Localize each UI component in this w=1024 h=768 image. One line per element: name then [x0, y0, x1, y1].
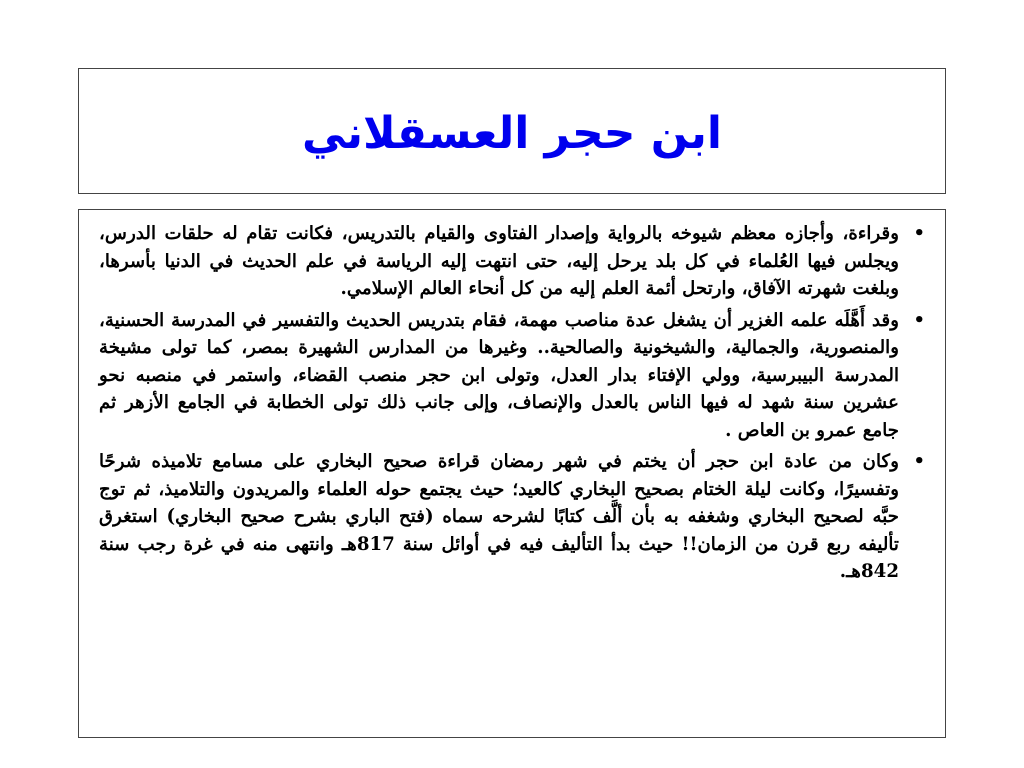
bullet-item-2: [99, 307, 929, 445]
bullet-text-1: وقراءة، وأجازه معظم شيوخه بالرواية وإصدار الفتاوى والقيام بالتدريس، فكانت تقام له حلقات الدرس، ويجلس فيها العُلماء في كل بلد يرحل إليه، حتى انتهت إليه الرياسة في علم الحديث في الدنيا بأسرها، وبلغت شهرته الآفاق، وارتحل أئمة العلم إليه من كل أنحاء العالم الإسلامي.: [99, 223, 899, 299]
bullet-text-2: وقد أَهَّلَه علمه الغزير أن يشغل عدة مناصب مهمة، فقام بتدريس الحديث والتفسير في المدرسة الحسنية، والمنصورية، والجمالية، والشيخونية والصالحية.. وغيرها من المدارس الشهيرة بمصر، كما تولى مشيخة المدرسة البيبرسية، وولي الإفتاء بدار العدل، وتولى ابن حجر منصب القضاء، واستمر في منصبه نحو عشرين سنة شهد له فيها الناس بالعدل والإنصاف، وإلى جانب ذلك تولى الخطابة في الجامع الأزهر ثم جامع عمرو بن العاص .: [99, 309, 899, 441]
bullet-marker: •: [913, 223, 925, 244]
bullet-list: [99, 220, 929, 586]
bullet-text-3: وكان من عادة ابن حجر أن يختم في شهر رمضان قراءة صحيح البخاري على مسامع تلاميذه شرحًا وتفسيرًا، وكانت ليلة الختام بصحيح البخاري كالعيد؛ حيث يجتمع حوله العلماء والمريدون والتلاميذ، ثم توج حبَّه لصحيح البخاري وشغفه به بأن ألَّف كتابًا لشرحه سماه (فتح الباري بشرح صحيح البخاري) استغرق تأليفه ربع قرن من الزمان!! حيث بدأ التأليف فيه في أوائل سنة 817هـ وانتهى منه في غرة رجب سنة 842هـ.: [99, 451, 899, 582]
page-title: ابن حجر العسقلاني: [302, 108, 722, 159]
title-box: [78, 68, 946, 194]
bullet-item-1: [99, 220, 929, 303]
bullet-marker: •: [913, 309, 925, 331]
content-box: [78, 209, 946, 738]
bullet-marker: •: [913, 451, 925, 472]
bullet-item-3: [99, 448, 929, 586]
